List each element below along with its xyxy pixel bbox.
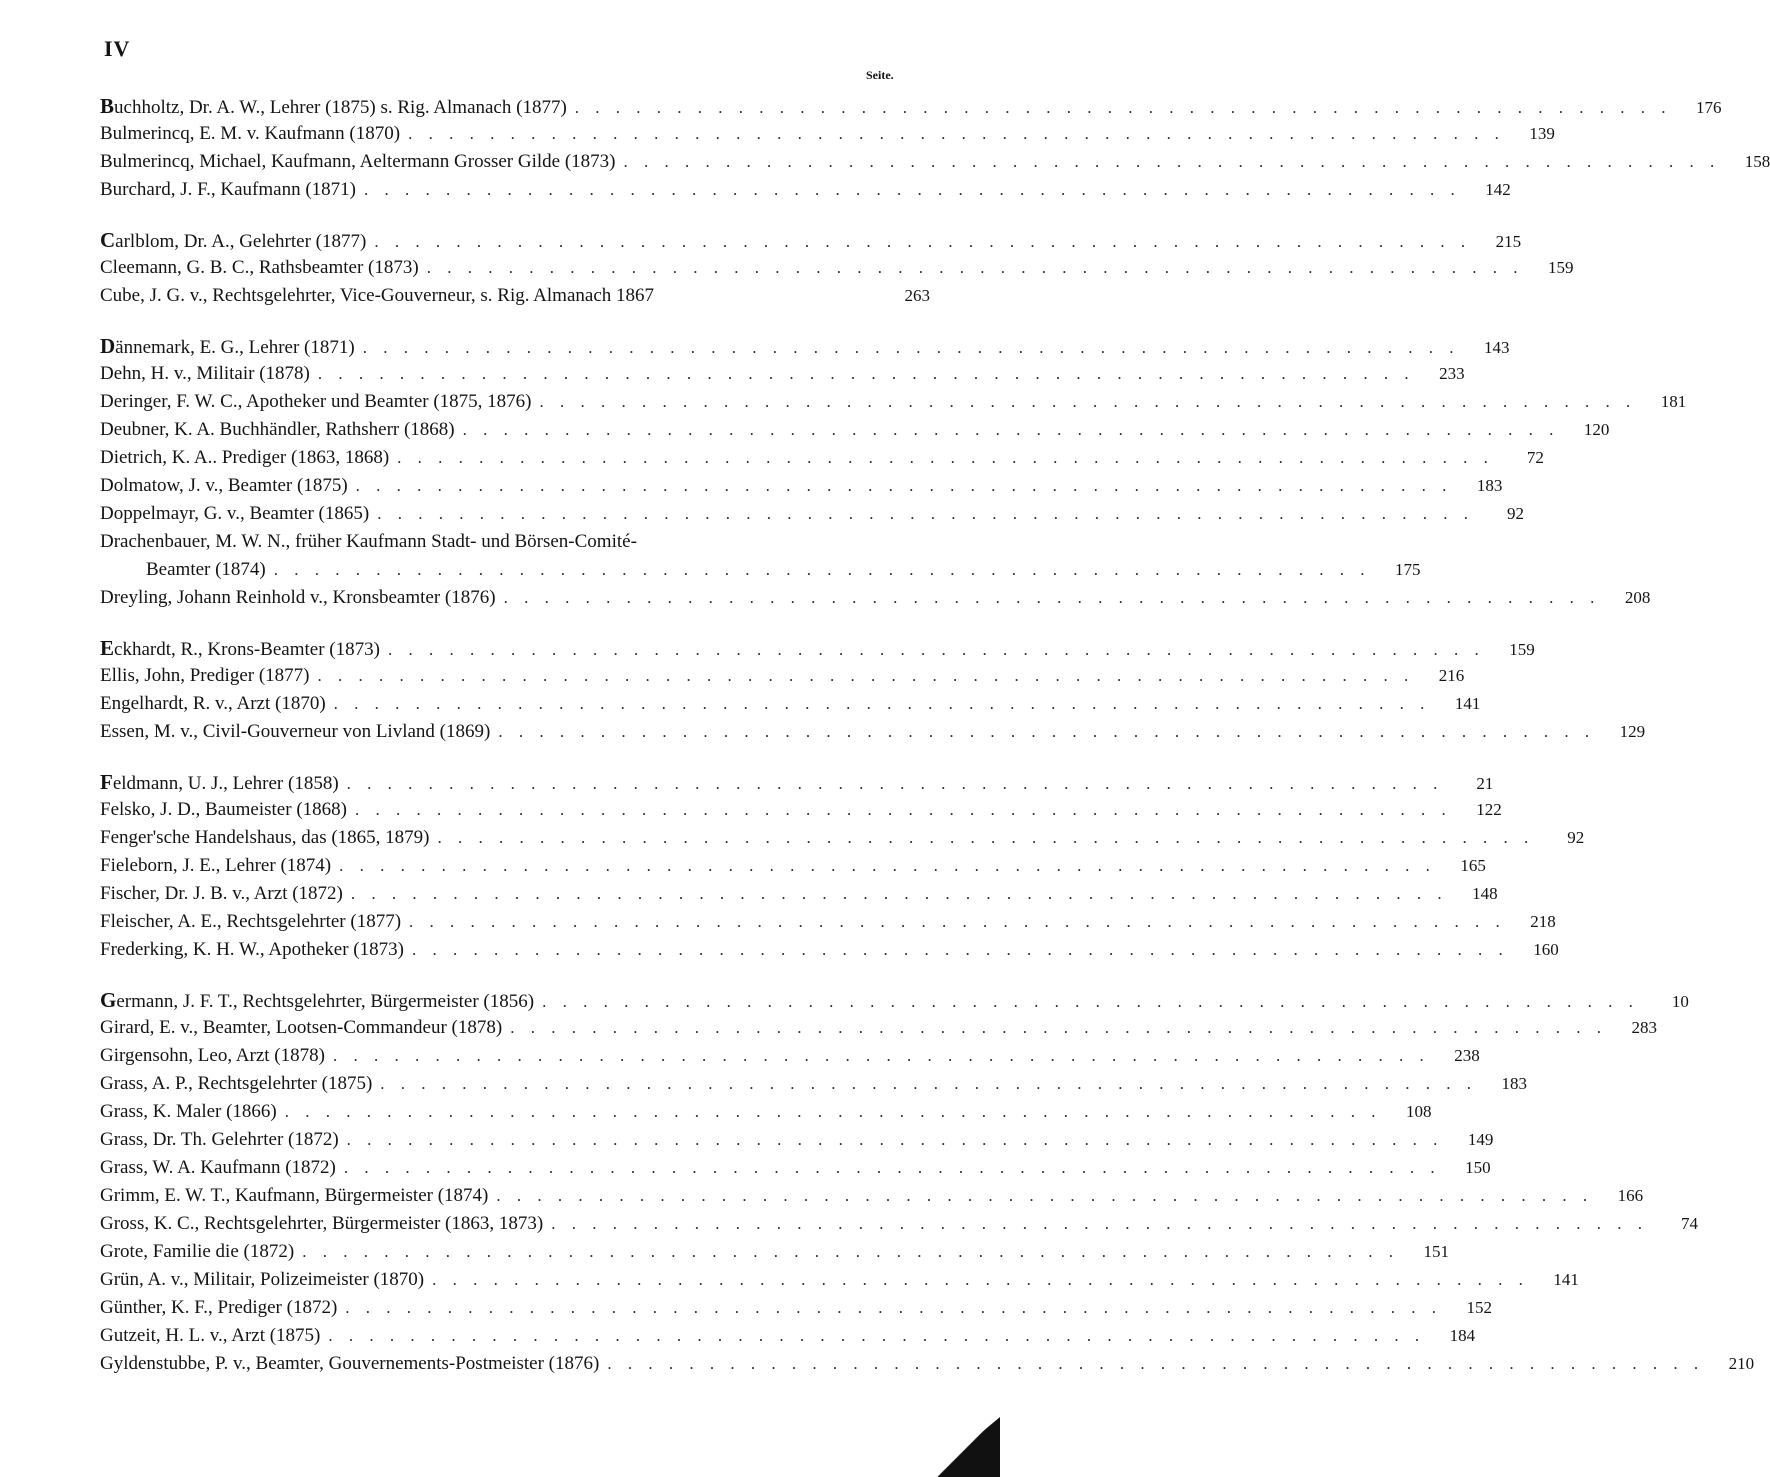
dot-leader: . . . . . . . . . . . . . . . . . . . . . . . . . . . . . . . . . . . . . . . . . . . . . . . . . . . . . . [574,98,1672,117]
index-entry [100,718,1646,746]
index-entry [100,1238,1449,1266]
dot-leader: . . . . . . . . . . . . . . . . . . . . . . . . . . . . . . . . . . . . . . . . . . . . . . . . . . . . . . [328,1326,1426,1345]
page-reference: 176 [1696,98,1722,117]
entry-name: Felsko, J. D., Baumeister (1868) [100,799,347,820]
page-reference: 165 [1460,856,1486,875]
dot-leader: . . . . . . . . . . . . . . . . . . . . . . . . . . . . . . . . . . . . . . . . . . . . . . . . . . . . . . [363,180,1461,199]
index-entry [100,1294,1493,1322]
section-initial: E [100,636,115,660]
dot-leader: . . . . . . . . . . . . . . . . . . . . . . . . . . . . . . . . . . . . . . . . . . . . . . . . . . . . . . [333,694,1431,713]
dot-leader: . . . . . . . . . . . . . . . . . . . . . . . . . . . . . . . . . . . . . . . . . . . . . . . . . . . . . . [346,774,1444,793]
page-reference: 148 [1472,884,1498,903]
index-entry [100,1070,1528,1098]
dot-leader: . . . . . . . . . . . . . . . . . . . . . . . . . . . . . . . . . . . . . . . . . . . . . . . . . . . . . . [426,258,1524,277]
entry-name: Dolmatow, J. v., Beamter (1875) [100,475,348,496]
entry-name: Feldmann, U. J., Lehrer (1858) [100,770,339,794]
page-reference: 233 [1439,364,1465,383]
section-initial: F [100,770,113,794]
index-entry [100,1322,1476,1350]
entry-name: Dreyling, Johann Reinhold v., Kronsbeamter (1876) [100,587,496,608]
entry-name: Deubner, K. A. Buchhändler, Rathsherr (1868) [100,419,455,440]
page-reference: 152 [1466,1298,1493,1317]
index-entry [100,634,1535,662]
dot-leader: . . . . . . . . . . . . . . . . . . . . . . . . . . . . . . . . . . . . . . . . . . . . . . . . . . . . . . [284,1102,1382,1121]
dot-leader: . . . . . . . . . . . . . . . . . . . . . . . . . . . . . . . . . . . . . . . . . . . . . . . . . . . . . . [317,364,1415,383]
page-reference: 142 [1485,180,1511,199]
dot-leader: . . . . . . . . . . . . . . . . . . . . . . . . . . . . . . . . . . . . . . . . . . . . . . . . . . . . . . [551,1214,1648,1233]
page-reference: 158 [1744,152,1770,171]
dot-leader: . . . . . . . . . . . . . . . . . . . . . . . . . . . . . . . . . . . . . . . . . . . . . . . . . . . . . . [411,940,1509,959]
dot-leader: . . . . . . . . . . . . . . . . . . . . . . . . . . . . . . . . . . . . . . . . . . . . . . . . . . . . . . [408,124,1505,143]
dot-leader: . . . . . . . . . . . . . . . . . . . . . . . . . . . . . . . . . . . . . . . . . . . . . . . . . . . . . . [343,1158,1441,1177]
entry-name: Carlblom, Dr. A., Gelehrter (1877) [100,228,367,252]
index-entry [100,92,1722,120]
page-reference: 72 [1526,448,1544,467]
page-reference: 151 [1423,1242,1449,1261]
dot-leader: . . . . . . . . . . . . . . . . . . . . . . . . . . . . . . . . . . . . . . . . . . . . . . . . . . . . . . [362,338,1460,357]
page-reference: 166 [1617,1186,1644,1205]
index-entry [100,148,1770,176]
section-initial: G [100,988,117,1012]
dot-leader: . . . . . . . . . . . . . . . . . . . . . . . . . . . . . . . . . . . . . . . . . . . . . . . . . . . . . . [380,1074,1478,1093]
index-entry [100,824,1585,852]
index-entry [100,360,1465,388]
entry-name: Dännemark, E. G., Lehrer (1871) [100,334,355,358]
index-group-f [100,768,1585,964]
dot-leader: . . . . . . . . . . . . . . . . . . . . . . . . . . . . . . . . . . . . . . . . . . . . . . . . . . . . . . [409,912,1506,931]
dot-leader: . . . . . . . . . . . . . . . . . . . . . . . . . . . . . . . . . . . . . . . . . . . . . . . . . . . . . . [317,666,1415,685]
index-entry [100,768,1494,796]
index-entry [100,1266,1579,1294]
section-initial: D [100,334,116,358]
entry-name: Dietrich, K. A.. Prediger (1863, 1868) [100,447,390,468]
entry-name: Ellis, John, Prediger (1877) [100,665,310,686]
page-reference: 139 [1529,124,1555,143]
dot-leader: . . . . . . . . . . . . . . . . . . . . . . . . . . . . . . . . . . . . . . . . . . . . . . . . . . . . . . [354,800,1452,819]
entry-name: Germann, J. F. T., Rechtsgelehrter, Bürgermeister (1856) [100,988,535,1012]
page-reference: 108 [1406,1102,1432,1121]
page-reference: 92 [1506,504,1524,523]
dot-leader: . . . . . . . . . . . . . . . . . . . . . . . . . . . . . . . . . . . . . . . . . . . . . . . . . . . . . . [350,884,1448,903]
page-reference: 218 [1530,912,1556,931]
dot-leader: . . . . . . . . . . . . . . . . . . . . . . . . . . . . . . . . . . . . . . . . . . . . . . . . . . . . . . [498,722,1596,741]
page-reference: 141 [1553,1270,1579,1289]
page-reference: 129 [1619,722,1646,741]
index-entry-continuation [100,556,1421,584]
entry-name: Fieleborn, J. E., Lehrer (1874) [100,855,332,876]
index-entry [100,852,1486,880]
index-entry [100,416,1610,444]
index-entry [100,120,1555,148]
dot-leader: . . . . . . . . . . . . . . . . . . . . . . . . . . . . . . . . . . . . . . . . . . . . . . . . . . . . . . [437,828,1535,847]
dot-leader: . . . . . . . . . . . . . . . . . . . . . . . . . . . . . . . . . . . . . . . . . . . . . . . . . . . . . . [496,1186,1594,1205]
index-entry [100,1126,1494,1154]
index-group-c [100,226,1574,310]
page-reference: 159 [1509,640,1535,659]
page-reference: 283 [1631,1018,1657,1037]
page-curl-decoration [928,1417,1000,1477]
dot-leader: . . . . . . . . . . . . . . . . . . . . . . . . . . . . . . . . . . . . . . . . . . . . . . . . . . . . . . [607,1354,1705,1373]
entry-name: Grass, A. P., Rechtsgelehrter (1875) [100,1073,373,1094]
entry-name: Cleemann, G. B. C., Rathsbeamter (1873) [100,257,419,278]
entry-name: Grass, K. Maler (1866) [100,1101,277,1122]
page-reference: 184 [1449,1326,1476,1345]
entry-name: Gyldenstubbe, P. v., Beamter, Gouvernements-Postmeister (1876) [100,1353,600,1374]
index-entry [100,584,1651,612]
entry-name: Bulmerincq, E. M. v. Kaufmann (1870) [100,123,401,144]
entry-name: Burchard, J. F., Kaufmann (1871) [100,179,356,200]
index-entry [100,444,1544,472]
page-reference: 183 [1476,476,1503,495]
page-reference: 175 [1395,560,1421,579]
entry-name: Fischer, Dr. J. B. v., Arzt (1872) [100,883,343,904]
index-entry [100,1350,1755,1378]
dot-leader: . . . . . . . . . . . . . . . . . . . . . . . . . . . . . . . . . . . . . . . . . . . . . . . . . . . . . . [432,1270,1529,1289]
page-number: IV [104,36,131,61]
entry-name: Bulmerincq, Michael, Kaufmann, Aeltermann Grosser Gilde (1873) [100,151,616,172]
index-entry [100,690,1481,718]
index-entry [100,254,1574,282]
index-entry [100,908,1556,936]
index-entry [100,1182,1644,1210]
entry-name: Eckhardt, R., Krons-Beamter (1873) [100,636,380,660]
entry-name: Frederking, K. H. W., Apotheker (1873) [100,939,404,960]
dot-leader: . . . . . . . . . . . . . . . . . . . . . . . . . . . . . . . . . . . . . . . . . . . . . . . . . . . . . . [387,640,1485,659]
page-reference: 143 [1483,338,1510,357]
dot-leader: . . . . . . . . . . . . . . . . . . . . . . . . . . . . . . . . . . . . . . . . . . . . . . . . . . . . . . [273,560,1371,579]
entry-name: Essen, M. v., Civil-Gouverneur von Livland (1869) [100,721,491,742]
index-entry [100,986,1689,1014]
dot-leader: . . . . . . . . . . . . . . . . . . . . . . . . . . . . . . . . . . . . . . . . . . . . . . . . . . . . . . [462,420,1560,439]
dot-leader: . . . . . . . . . . . . . . . . . . . . . . . . . . . . . . . . . . . . . . . . . . . . . . . . . . . . . . [346,1130,1444,1149]
page-reference: 208 [1624,588,1651,607]
name-index [100,92,1770,1378]
section-initial: C [100,228,116,252]
entry-name: Cube, J. G. v., Rechtsgelehrter, Vice-Gouverneur, s. Rig. Almanach 1867 [100,285,655,306]
index-group-e [100,634,1646,746]
entry-name: Fleischer, A. E., Rechtsgelehrter (1877) [100,911,402,932]
index-entry [100,500,1524,528]
page-column-header: Seite. [866,68,894,82]
dot-leader: . . . . . . . . . . . . . . . . . . . . . . . . . . . . . . . . . . . . . . . . . . . . . . . . . . . . . . [377,504,1474,523]
page-reference: 263 [904,286,930,305]
page-reference: 10 [1671,992,1689,1011]
index-entry [100,282,930,310]
index-entry [100,388,1687,416]
page-reference: 181 [1660,392,1687,411]
dot-leader: . . . . . . . . . . . . . . . . . . . . . . . . . . . . . . . . . . . . . . . . . . . . . . . . . . . . . . [332,1046,1430,1065]
page-reference: 216 [1438,666,1465,685]
entry-name: Grün, A. v., Militair, Polizeimeister (1870) [100,1269,425,1290]
entry-name: Buchholtz, Dr. A. W., Lehrer (1875) s. Rig. Almanach (1877) [100,94,567,118]
index-entry [100,1210,1698,1238]
index-entry [100,1014,1657,1042]
index-entry [100,662,1465,690]
index-entry [100,880,1498,908]
entry-name: Girard, E. v., Beamter, Lootsen-Commandeur (1878) [100,1017,503,1038]
page-reference: 159 [1547,258,1574,277]
page-reference: 150 [1465,1158,1491,1177]
index-group-b [100,92,1770,204]
page-reference: 122 [1476,800,1502,819]
dot-leader: . . . . . . . . . . . . . . . . . . . . . . . . . . . . . . . . . . . . . . . . . . . . . . . . . . . . . . [542,992,1639,1011]
dot-leader: . . . . . . . . . . . . . . . . . . . . . . . . . . . . . . . . . . . . . . . . . . . . . . . . . . . . . . [623,152,1721,171]
entry-name: Engelhardt, R. v., Arzt (1870) [100,693,326,714]
entry-name: Günther, K. F., Prediger (1872) [100,1297,338,1318]
dot-leader: . . . . . . . . . . . . . . . . . . . . . . . . . . . . . . . . . . . . . . . . . . . . . . . . . . . . . . [355,476,1453,495]
index-entry [100,796,1502,824]
page-reference: 120 [1583,420,1610,439]
page-reference: 92 [1567,828,1585,847]
entry-name: Girgensohn, Leo, Arzt (1878) [100,1045,325,1066]
index-entry [100,1042,1480,1070]
page-reference: 183 [1501,1074,1528,1093]
dot-leader: . . . . . . . . . . . . . . . . . . . . . . . . . . . . . . . . . . . . . . . . . . . . . . . . . . . . . . [397,448,1494,467]
index-entry [100,1098,1432,1126]
dot-leader: . . . . . . . . . . . . . . . . . . . . . . . . . . . . . . . . . . . . . . . . . . . . . . . . . . . . . . [503,588,1601,607]
page-reference: 160 [1533,940,1559,959]
entry-name: Doppelmayr, G. v., Beamter (1865) [100,503,370,524]
index-entry [100,528,930,556]
page-reference: 141 [1454,694,1481,713]
entry-name: Deringer, F. W. C., Apotheker und Beamter (1875, 1876) [100,391,532,412]
entry-name: Gross, K. C., Rechtsgelehrter, Bürgermeister (1863, 1873) [100,1213,544,1234]
dot-leader: . . . . . . . . . . . . . . . . . . . . . . . . . . . . . . . . . . . . . . . . . . . . . . . . . . . . . . [374,232,1472,251]
index-entry [100,472,1503,500]
entry-continuation-text: Beamter (1874) [146,559,266,580]
index-entry [100,176,1511,204]
section-initial: B [100,94,115,118]
index-entry [100,936,1559,964]
entry-name: Dehn, H. v., Militair (1878) [100,363,310,384]
entry-name: Grass, W. A. Kaufmann (1872) [100,1157,336,1178]
page-reference: 149 [1467,1130,1494,1149]
entry-name: Grote, Familie die (1872) [100,1241,295,1262]
dot-leader: . . . . . . . . . . . . . . . . . . . . . . . . . . . . . . . . . . . . . . . . . . . . . . . . . . . . . . [302,1242,1399,1261]
index-entry [100,1154,1491,1182]
dot-leader: . . . . . . . . . . . . . . . . . . . . . . . . . . . . . . . . . . . . . . . . . . . . . . . . . . . . . . [510,1018,1607,1037]
page-reference: 74 [1680,1214,1698,1233]
index-entry [100,226,1522,254]
page-reference: 215 [1495,232,1522,251]
index-group-g [100,986,1755,1378]
dot-leader: . . . . . . . . . . . . . . . . . . . . . . . . . . . . . . . . . . . . . . . . . . . . . . . . . . . . . . [339,856,1436,875]
entry-name: Gutzeit, H. L. v., Arzt (1875) [100,1325,321,1346]
entry-name: Drachenbauer, M. W. N., früher Kaufmann Stadt- und Börsen-Comité- [100,531,637,552]
index-entry [100,332,1510,360]
page-reference: 210 [1728,1354,1755,1373]
dot-leader: . . . . . . . . . . . . . . . . . . . . . . . . . . . . . . . . . . . . . . . . . . . . . . . . . . . . . . [539,392,1637,411]
page-reference: 21 [1476,774,1494,793]
dot-leader: . . . . . . . . . . . . . . . . . . . . . . . . . . . . . . . . . . . . . . . . . . . . . . . . . . . . . . [345,1298,1443,1317]
entry-name: Grass, Dr. Th. Gelehrter (1872) [100,1129,339,1150]
entry-name: Grimm, E. W. T., Kaufmann, Bürgermeister (1874) [100,1185,489,1206]
entry-name: Fenger'sche Handelshaus, das (1865, 1879) [100,827,430,848]
index-group-d [100,332,1687,612]
page-reference: 238 [1454,1046,1480,1065]
